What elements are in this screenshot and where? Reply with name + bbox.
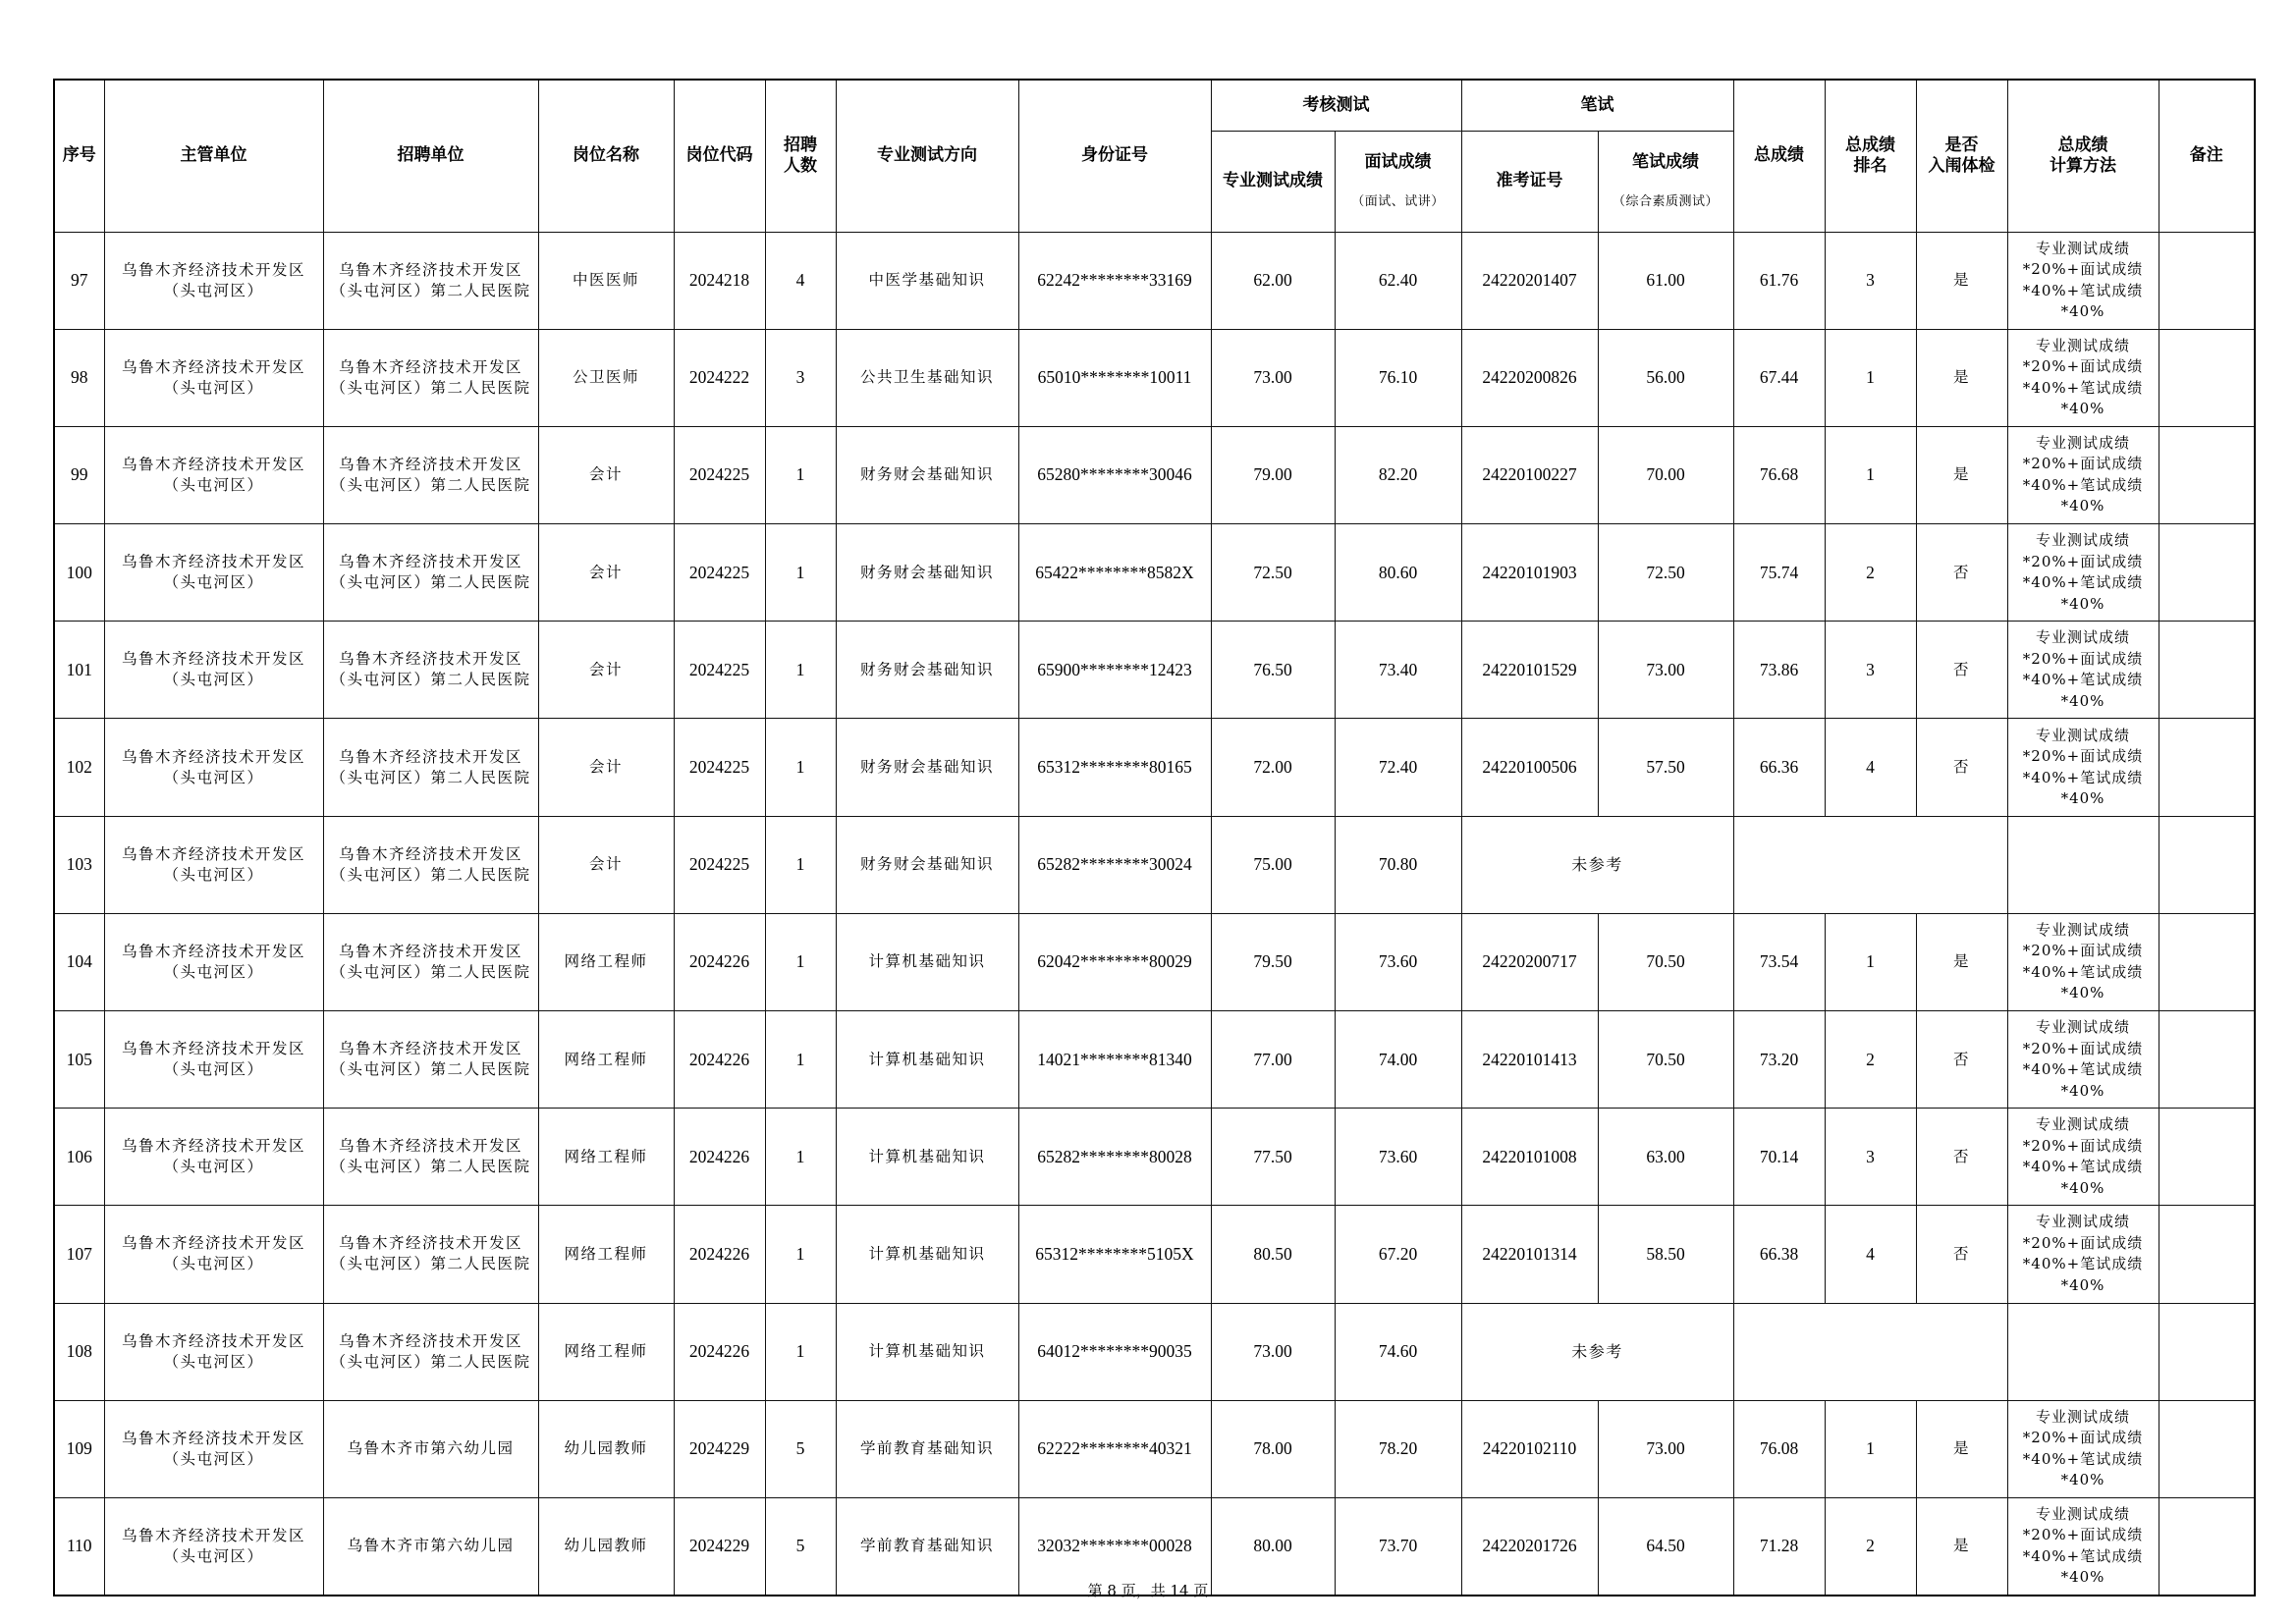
- cell-remark: [2159, 1497, 2255, 1595]
- cell-test-direction: 中医学基础知识: [836, 232, 1018, 329]
- cell-recruit-count: 1: [765, 524, 836, 622]
- cell-supervisor-unit: 乌鲁木齐经济技术开发区 （头屯河区）: [104, 1303, 323, 1400]
- cell-seq: 101: [54, 622, 104, 719]
- cell-exam-number: 24220200826: [1461, 329, 1598, 426]
- cell-remark: [2159, 816, 2255, 913]
- cell-exam-number: 24220100227: [1461, 426, 1598, 523]
- cell-supervisor-unit: 乌鲁木齐经济技术开发区 （头屯河区）: [104, 622, 323, 719]
- table-row: [54, 1400, 2255, 1497]
- cell-test-direction: 计算机基础知识: [836, 1303, 1018, 1400]
- cell-post-name: 幼儿园教师: [538, 1497, 674, 1595]
- header-interview-score: 面试成绩: [1364, 151, 1432, 172]
- cell-exam-number: 24220101008: [1461, 1109, 1598, 1206]
- cell-physical-exam: 否: [1916, 719, 2007, 816]
- cell-interview-score: 78.20: [1335, 1400, 1461, 1497]
- cell-recruit-count: 1: [765, 719, 836, 816]
- cell-post-code: 2024225: [674, 426, 765, 523]
- cell-supervisor-unit: 乌鲁木齐经济技术开发区 （头屯河区）: [104, 329, 323, 426]
- header-exam-number: 准考证号: [1461, 131, 1598, 232]
- cell-physical-exam: 是: [1916, 426, 2007, 523]
- header-remark: 备注: [2159, 80, 2255, 232]
- cell-total-score: 76.08: [1733, 1400, 1825, 1497]
- cell-physical-exam: 否: [1916, 622, 2007, 719]
- header-written-group: 笔试: [1461, 80, 1733, 131]
- cell-test-direction: 财务财会基础知识: [836, 719, 1018, 816]
- cell-employer-unit: 乌鲁木齐经济技术开发区 （头屯河区）第二人民医院: [323, 524, 538, 622]
- header-written-score: 笔试成绩: [1632, 151, 1699, 172]
- cell-exam-number: 24220201726: [1461, 1497, 1598, 1595]
- cell-total-rank: 2: [1825, 524, 1916, 622]
- cell-supervisor-unit: 乌鲁木齐经济技术开发区 （头屯河区）: [104, 816, 323, 913]
- cell-written-absent: 未参考: [1461, 816, 1733, 913]
- cell-physical-exam: 是: [1916, 329, 2007, 426]
- cell-seq: 97: [54, 232, 104, 329]
- cell-supervisor-unit: 乌鲁木齐经济技术开发区 （头屯河区）: [104, 426, 323, 523]
- cell-physical-exam: 否: [1916, 1109, 2007, 1206]
- cell-test-direction: 财务财会基础知识: [836, 426, 1018, 523]
- cell-supervisor-unit: 乌鲁木齐经济技术开发区 （头屯河区）: [104, 1206, 323, 1303]
- cell-exam-number: 24220100506: [1461, 719, 1598, 816]
- cell-id-number: 65282********30024: [1018, 816, 1211, 913]
- cell-pro-test-score: 72.50: [1211, 524, 1335, 622]
- cell-interview-score: 74.60: [1335, 1303, 1461, 1400]
- cell-post-code: 2024226: [674, 913, 765, 1010]
- cell-total-score: 66.36: [1733, 719, 1825, 816]
- cell-calc-method: [2007, 1303, 2159, 1400]
- cell-test-direction: 计算机基础知识: [836, 1109, 1018, 1206]
- cell-id-number: 65280********30046: [1018, 426, 1211, 523]
- cell-total-rank: 2: [1825, 1497, 1916, 1595]
- cell-seq: 102: [54, 719, 104, 816]
- cell-written-score: 73.00: [1598, 622, 1733, 719]
- header-total-rank: 总成绩 排名: [1825, 80, 1916, 232]
- cell-id-number: 14021********81340: [1018, 1011, 1211, 1109]
- cell-post-name: 中医医师: [538, 232, 674, 329]
- cell-id-number: 32032********00028: [1018, 1497, 1211, 1595]
- cell-recruit-count: 1: [765, 1011, 836, 1109]
- cell-post-name: 网络工程师: [538, 1206, 674, 1303]
- cell-recruit-count: 1: [765, 1206, 836, 1303]
- cell-id-number: 65312********5105X: [1018, 1206, 1211, 1303]
- cell-interview-score: 73.60: [1335, 1109, 1461, 1206]
- cell-interview-score: 76.10: [1335, 329, 1461, 426]
- cell-post-name: 会计: [538, 524, 674, 622]
- cell-post-code: 2024225: [674, 816, 765, 913]
- cell-employer-unit: 乌鲁木齐经济技术开发区 （头屯河区）第二人民医院: [323, 232, 538, 329]
- cell-total-rank: 4: [1825, 1206, 1916, 1303]
- cell-calc-method: 专业测试成绩 *20%+面试成绩 *40%+笔试成绩 *40%: [2007, 622, 2159, 719]
- header-supervisor-unit: 主管单位: [104, 80, 323, 232]
- cell-pro-test-score: 73.00: [1211, 329, 1335, 426]
- cell-seq: 106: [54, 1109, 104, 1206]
- cell-physical-exam: 是: [1916, 1497, 2007, 1595]
- cell-calc-method: 专业测试成绩 *20%+面试成绩 *40%+笔试成绩 *40%: [2007, 1011, 2159, 1109]
- cell-total-score: 75.74: [1733, 524, 1825, 622]
- header-physical-exam: 是否 入闱体检: [1916, 80, 2007, 232]
- cell-calc-method: 专业测试成绩 *20%+面试成绩 *40%+笔试成绩 *40%: [2007, 329, 2159, 426]
- table-row: [54, 1206, 2255, 1303]
- cell-employer-unit: 乌鲁木齐经济技术开发区 （头屯河区）第二人民医院: [323, 329, 538, 426]
- cell-test-direction: 学前教育基础知识: [836, 1497, 1018, 1595]
- cell-test-direction: 计算机基础知识: [836, 1206, 1018, 1303]
- cell-post-name: 公卫医师: [538, 329, 674, 426]
- cell-total-score: 67.44: [1733, 329, 1825, 426]
- cell-written-score: 58.50: [1598, 1206, 1733, 1303]
- cell-written-score: 57.50: [1598, 719, 1733, 816]
- cell-interview-score: 70.80: [1335, 816, 1461, 913]
- cell-recruit-count: 5: [765, 1400, 836, 1497]
- cell-remark: [2159, 329, 2255, 426]
- cell-employer-unit: 乌鲁木齐经济技术开发区 （头屯河区）第二人民医院: [323, 1303, 538, 1400]
- table-row: [54, 232, 2255, 329]
- header-post-name: 岗位名称: [538, 80, 674, 232]
- cell-score-blank: [1733, 816, 2007, 913]
- cell-total-rank: 4: [1825, 719, 1916, 816]
- table-row: [54, 1109, 2255, 1206]
- cell-calc-method: 专业测试成绩 *20%+面试成绩 *40%+笔试成绩 *40%: [2007, 524, 2159, 622]
- header-employer-unit: 招聘单位: [323, 80, 538, 232]
- cell-pro-test-score: 80.00: [1211, 1497, 1335, 1595]
- cell-physical-exam: 是: [1916, 913, 2007, 1010]
- cell-calc-method: 专业测试成绩 *20%+面试成绩 *40%+笔试成绩 *40%: [2007, 1109, 2159, 1206]
- cell-employer-unit: 乌鲁木齐经济技术开发区 （头屯河区）第二人民医院: [323, 426, 538, 523]
- cell-id-number: 62042********80029: [1018, 913, 1211, 1010]
- cell-pro-test-score: 79.00: [1211, 426, 1335, 523]
- cell-calc-method: [2007, 816, 2159, 913]
- cell-post-code: 2024225: [674, 524, 765, 622]
- cell-exam-number: 24220101413: [1461, 1011, 1598, 1109]
- header-interview-score-cell: [1335, 131, 1461, 232]
- cell-post-code: 2024229: [674, 1400, 765, 1497]
- cell-exam-number: 24220200717: [1461, 913, 1598, 1010]
- cell-calc-method: 专业测试成绩 *20%+面试成绩 *40%+笔试成绩 *40%: [2007, 913, 2159, 1010]
- cell-employer-unit: 乌鲁木齐市第六幼儿园: [323, 1400, 538, 1497]
- header-test-direction: 专业测试方向: [836, 80, 1018, 232]
- cell-total-score: 61.76: [1733, 232, 1825, 329]
- cell-written-score: 63.00: [1598, 1109, 1733, 1206]
- cell-supervisor-unit: 乌鲁木齐经济技术开发区 （头屯河区）: [104, 524, 323, 622]
- cell-test-direction: 计算机基础知识: [836, 1011, 1018, 1109]
- cell-recruit-count: 1: [765, 913, 836, 1010]
- cell-seq: 109: [54, 1400, 104, 1497]
- cell-post-name: 网络工程师: [538, 1011, 674, 1109]
- cell-seq: 110: [54, 1497, 104, 1595]
- cell-remark: [2159, 232, 2255, 329]
- table-row: [54, 622, 2255, 719]
- cell-calc-method: 专业测试成绩 *20%+面试成绩 *40%+笔试成绩 *40%: [2007, 232, 2159, 329]
- cell-post-code: 2024226: [674, 1206, 765, 1303]
- cell-employer-unit: 乌鲁木齐市第六幼儿园: [323, 1497, 538, 1595]
- cell-written-score: 70.50: [1598, 1011, 1733, 1109]
- cell-written-score: 70.00: [1598, 426, 1733, 523]
- cell-recruit-count: 1: [765, 1109, 836, 1206]
- cell-recruit-count: 3: [765, 329, 836, 426]
- cell-exam-number: 24220101314: [1461, 1206, 1598, 1303]
- cell-pro-test-score: 80.50: [1211, 1206, 1335, 1303]
- cell-pro-test-score: 77.50: [1211, 1109, 1335, 1206]
- page-footer: 第 8 页，共 14 页: [1087, 1582, 1209, 1599]
- cell-employer-unit: 乌鲁木齐经济技术开发区 （头屯河区）第二人民医院: [323, 1011, 538, 1109]
- cell-interview-score: 73.40: [1335, 622, 1461, 719]
- cell-supervisor-unit: 乌鲁木齐经济技术开发区 （头屯河区）: [104, 913, 323, 1010]
- cell-employer-unit: 乌鲁木齐经济技术开发区 （头屯河区）第二人民医院: [323, 719, 538, 816]
- score-table: [53, 79, 2256, 1596]
- cell-seq: 105: [54, 1011, 104, 1109]
- cell-seq: 108: [54, 1303, 104, 1400]
- table-row: [54, 719, 2255, 816]
- cell-pro-test-score: 76.50: [1211, 622, 1335, 719]
- cell-post-code: 2024225: [674, 719, 765, 816]
- cell-exam-number: 24220101529: [1461, 622, 1598, 719]
- cell-physical-exam: 否: [1916, 524, 2007, 622]
- cell-seq: 98: [54, 329, 104, 426]
- table-body: [54, 232, 2255, 1596]
- header-recruit-count: 招聘 人数: [765, 80, 836, 232]
- cell-written-score: 64.50: [1598, 1497, 1733, 1595]
- cell-interview-score: 62.40: [1335, 232, 1461, 329]
- cell-post-name: 网络工程师: [538, 1109, 674, 1206]
- cell-total-rank: 3: [1825, 622, 1916, 719]
- cell-employer-unit: 乌鲁木齐经济技术开发区 （头屯河区）第二人民医院: [323, 913, 538, 1010]
- cell-post-code: 2024225: [674, 622, 765, 719]
- header-interview-note: （面试、试讲）: [1351, 193, 1445, 209]
- cell-total-score: 73.86: [1733, 622, 1825, 719]
- cell-remark: [2159, 426, 2255, 523]
- cell-recruit-count: 1: [765, 426, 836, 523]
- cell-remark: [2159, 622, 2255, 719]
- cell-recruit-count: 1: [765, 1303, 836, 1400]
- cell-test-direction: 学前教育基础知识: [836, 1400, 1018, 1497]
- cell-exam-number: 24220101903: [1461, 524, 1598, 622]
- cell-remark: [2159, 1400, 2255, 1497]
- cell-remark: [2159, 524, 2255, 622]
- header-pro-test-score: 专业测试成绩: [1211, 131, 1335, 232]
- cell-calc-method: 专业测试成绩 *20%+面试成绩 *40%+笔试成绩 *40%: [2007, 1400, 2159, 1497]
- cell-remark: [2159, 1303, 2255, 1400]
- cell-employer-unit: 乌鲁木齐经济技术开发区 （头屯河区）第二人民医院: [323, 1206, 538, 1303]
- cell-id-number: 62222********40321: [1018, 1400, 1211, 1497]
- cell-id-number: 65282********80028: [1018, 1109, 1211, 1206]
- cell-supervisor-unit: 乌鲁木齐经济技术开发区 （头屯河区）: [104, 1109, 323, 1206]
- cell-total-rank: 3: [1825, 232, 1916, 329]
- cell-id-number: 65010********10011: [1018, 329, 1211, 426]
- cell-total-score: 73.20: [1733, 1011, 1825, 1109]
- cell-written-absent: 未参考: [1461, 1303, 1733, 1400]
- cell-total-rank: 1: [1825, 329, 1916, 426]
- cell-exam-number: 24220102110: [1461, 1400, 1598, 1497]
- cell-score-blank: [1733, 1303, 2007, 1400]
- cell-pro-test-score: 62.00: [1211, 232, 1335, 329]
- cell-written-score: 70.50: [1598, 913, 1733, 1010]
- header-calc-method: 总成绩 计算方法: [2007, 80, 2159, 232]
- cell-pro-test-score: 79.50: [1211, 913, 1335, 1010]
- cell-supervisor-unit: 乌鲁木齐经济技术开发区 （头屯河区）: [104, 719, 323, 816]
- cell-seq: 103: [54, 816, 104, 913]
- header-written-score-cell: [1598, 131, 1733, 232]
- header-assessment-group: 考核测试: [1211, 80, 1461, 131]
- header-total-score: 总成绩: [1733, 80, 1825, 232]
- cell-post-name: 会计: [538, 816, 674, 913]
- cell-interview-score: 73.70: [1335, 1497, 1461, 1595]
- cell-total-score: 71.28: [1733, 1497, 1825, 1595]
- cell-id-number: 65900********12423: [1018, 622, 1211, 719]
- cell-pro-test-score: 75.00: [1211, 816, 1335, 913]
- cell-total-rank: 1: [1825, 913, 1916, 1010]
- cell-interview-score: 74.00: [1335, 1011, 1461, 1109]
- table-row: [54, 913, 2255, 1010]
- cell-calc-method: 专业测试成绩 *20%+面试成绩 *40%+笔试成绩 *40%: [2007, 719, 2159, 816]
- cell-post-code: 2024229: [674, 1497, 765, 1595]
- cell-id-number: 64012********90035: [1018, 1303, 1211, 1400]
- cell-pro-test-score: 73.00: [1211, 1303, 1335, 1400]
- header-written-note: （综合素质测试）: [1612, 193, 1719, 209]
- cell-remark: [2159, 1011, 2255, 1109]
- cell-physical-exam: 否: [1916, 1011, 2007, 1109]
- cell-remark: [2159, 913, 2255, 1010]
- cell-test-direction: 财务财会基础知识: [836, 622, 1018, 719]
- cell-id-number: 65312********80165: [1018, 719, 1211, 816]
- cell-supervisor-unit: 乌鲁木齐经济技术开发区 （头屯河区）: [104, 1011, 323, 1109]
- table-row: [54, 426, 2255, 523]
- cell-recruit-count: 4: [765, 232, 836, 329]
- cell-post-code: 2024226: [674, 1011, 765, 1109]
- cell-post-name: 幼儿园教师: [538, 1400, 674, 1497]
- table-row: [54, 816, 2255, 913]
- cell-test-direction: 计算机基础知识: [836, 913, 1018, 1010]
- cell-post-name: 网络工程师: [538, 1303, 674, 1400]
- cell-interview-score: 67.20: [1335, 1206, 1461, 1303]
- cell-seq: 99: [54, 426, 104, 523]
- header-id-number: 身份证号: [1018, 80, 1211, 232]
- cell-written-score: 56.00: [1598, 329, 1733, 426]
- cell-post-name: 会计: [538, 622, 674, 719]
- cell-post-code: 2024222: [674, 329, 765, 426]
- cell-calc-method: 专业测试成绩 *20%+面试成绩 *40%+笔试成绩 *40%: [2007, 1206, 2159, 1303]
- cell-post-name: 会计: [538, 719, 674, 816]
- cell-employer-unit: 乌鲁木齐经济技术开发区 （头屯河区）第二人民医院: [323, 816, 538, 913]
- cell-interview-score: 82.20: [1335, 426, 1461, 523]
- cell-employer-unit: 乌鲁木齐经济技术开发区 （头屯河区）第二人民医院: [323, 1109, 538, 1206]
- cell-id-number: 65422********8582X: [1018, 524, 1211, 622]
- cell-calc-method: 专业测试成绩 *20%+面试成绩 *40%+笔试成绩 *40%: [2007, 1497, 2159, 1595]
- header-seq: 序号: [54, 80, 104, 232]
- cell-remark: [2159, 1109, 2255, 1206]
- cell-recruit-count: 5: [765, 1497, 836, 1595]
- cell-supervisor-unit: 乌鲁木齐经济技术开发区 （头屯河区）: [104, 1400, 323, 1497]
- cell-pro-test-score: 72.00: [1211, 719, 1335, 816]
- cell-interview-score: 73.60: [1335, 913, 1461, 1010]
- cell-test-direction: 公共卫生基础知识: [836, 329, 1018, 426]
- cell-total-score: 66.38: [1733, 1206, 1825, 1303]
- cell-recruit-count: 1: [765, 816, 836, 913]
- cell-total-score: 70.14: [1733, 1109, 1825, 1206]
- header-post-code: 岗位代码: [674, 80, 765, 232]
- cell-written-score: 72.50: [1598, 524, 1733, 622]
- cell-total-score: 76.68: [1733, 426, 1825, 523]
- cell-supervisor-unit: 乌鲁木齐经济技术开发区 （头屯河区）: [104, 232, 323, 329]
- cell-post-code: 2024226: [674, 1109, 765, 1206]
- table-row: [54, 1011, 2255, 1109]
- cell-id-number: 62242********33169: [1018, 232, 1211, 329]
- cell-total-rank: 3: [1825, 1109, 1916, 1206]
- cell-total-rank: 2: [1825, 1011, 1916, 1109]
- cell-pro-test-score: 77.00: [1211, 1011, 1335, 1109]
- cell-post-name: 会计: [538, 426, 674, 523]
- cell-employer-unit: 乌鲁木齐经济技术开发区 （头屯河区）第二人民医院: [323, 622, 538, 719]
- cell-total-rank: 1: [1825, 426, 1916, 523]
- cell-test-direction: 财务财会基础知识: [836, 524, 1018, 622]
- cell-post-name: 网络工程师: [538, 913, 674, 1010]
- cell-physical-exam: 否: [1916, 1206, 2007, 1303]
- cell-physical-exam: 是: [1916, 232, 2007, 329]
- table-header: [54, 80, 2255, 232]
- cell-remark: [2159, 719, 2255, 816]
- cell-seq: 107: [54, 1206, 104, 1303]
- cell-written-score: 61.00: [1598, 232, 1733, 329]
- cell-post-code: 2024218: [674, 232, 765, 329]
- cell-calc-method: 专业测试成绩 *20%+面试成绩 *40%+笔试成绩 *40%: [2007, 426, 2159, 523]
- table-row: [54, 329, 2255, 426]
- cell-written-score: 73.00: [1598, 1400, 1733, 1497]
- table-row: [54, 524, 2255, 622]
- cell-seq: 104: [54, 913, 104, 1010]
- cell-interview-score: 72.40: [1335, 719, 1461, 816]
- cell-physical-exam: 是: [1916, 1400, 2007, 1497]
- cell-pro-test-score: 78.00: [1211, 1400, 1335, 1497]
- table-row: [54, 1497, 2255, 1595]
- cell-total-rank: 1: [1825, 1400, 1916, 1497]
- cell-post-code: 2024226: [674, 1303, 765, 1400]
- cell-seq: 100: [54, 524, 104, 622]
- cell-interview-score: 80.60: [1335, 524, 1461, 622]
- cell-supervisor-unit: 乌鲁木齐经济技术开发区 （头屯河区）: [104, 1497, 323, 1595]
- table-row: [54, 1303, 2255, 1400]
- cell-test-direction: 财务财会基础知识: [836, 816, 1018, 913]
- cell-remark: [2159, 1206, 2255, 1303]
- cell-exam-number: 24220201407: [1461, 232, 1598, 329]
- cell-total-score: 73.54: [1733, 913, 1825, 1010]
- cell-recruit-count: 1: [765, 622, 836, 719]
